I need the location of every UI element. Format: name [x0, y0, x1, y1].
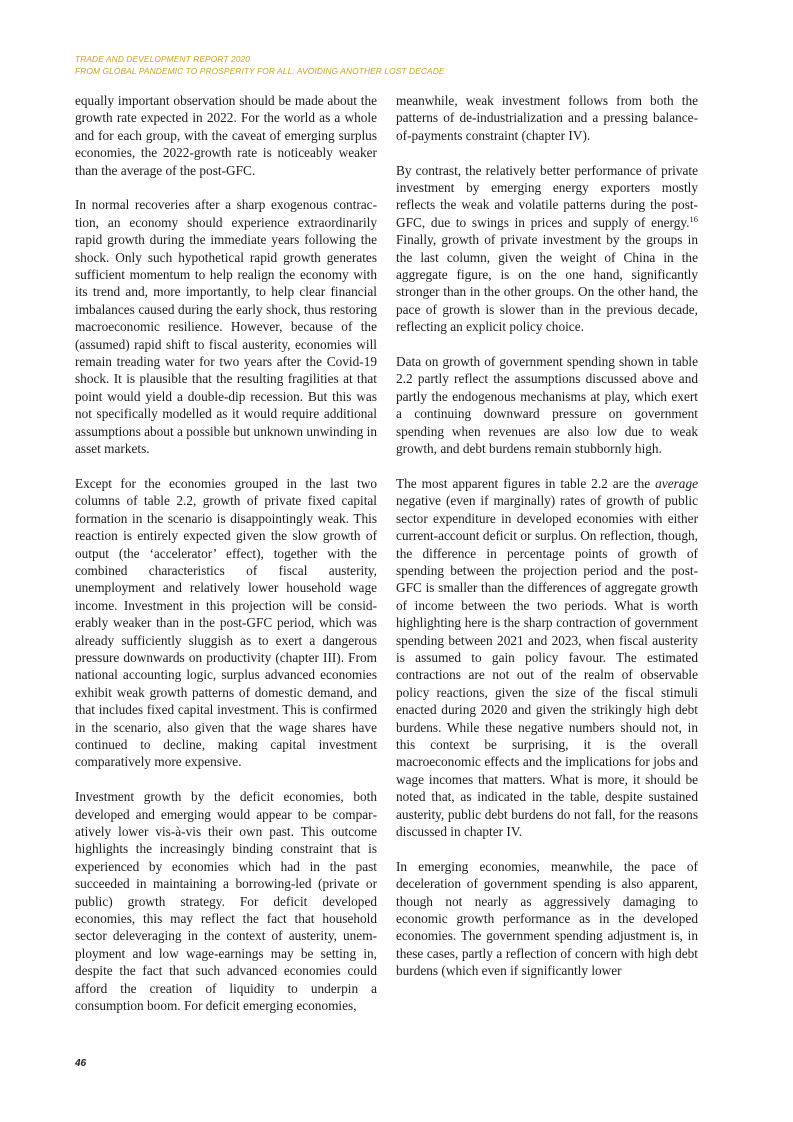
paragraph: equally important observation should be made about the growth rate expected in 2022. For the world as a whole and for each group, with the caveat of emerging surplus economies, the 2022-growth rate is noticeably weaker than the average of the post-GFC. [75, 93, 377, 178]
paragraph-text: negative (even if marginally) rates of growth of public sector expenditure in developed economies with either current-account deficit or surplus. On reflection, though, the difference in percentage points of growth of spending between the projection period and the post-GFC is smaller than the differences of aggregate growth of income between the two periods. What is worth highlighting here is the sharp contraction of government spending between 2021 and 2023, when fiscal austerity is assumed to gain policy favour. The estimated contractions are not out of the realm of observable policy reactions, given the size of the fiscal stimuli enacted during 2020 and given the strikingly high debt burdens. While these negative numbers should not, in this context be surprising, it is the overall macroeconomic effects and the implications for jobs and wage incomes that matters. What is more, it should be noted that, as indicated in the table, despite sustained austerity, public debt burdens do not fall, for the reasons discussed in chapter IV. [396, 493, 698, 840]
footnote-reference[interactable]: 16 [689, 213, 698, 224]
paragraph: Except for the economies grouped in the last two columns of table 2.2, growth of private fixed capital formation in the scenario is disappointingly weak. This reaction is entirely expected given the slow growth of output (the ‘accelerator’ effect), together with the combined characteristics of fiscal austerity, unemployment and relatively lower household wage income. Investment in this projection will be considerably weaker than in the post-GFC period, which was already sufficiently sluggish as to exert a dangerous pressure downwards on productivity (chapter III). From national accounting logic, surplus advanced economies exhibit weak growth patterns of domestic demand, and that includes fixed capital investment. This is confirmed in the scenario, also given that the wage shares have continued to decline, making capital investment comparatively more expensive. [75, 475, 377, 770]
paragraph [396, 475, 698, 841]
left-column [75, 92, 377, 1032]
paragraph: Data on growth of government spending shown in table 2.2 partly reflect the assumptions discussed above and partly the endogenous mechanisms at play, which exert a continuing downward pressure on government spending when revenues are also low due to weak growth, and debt burdens remain stubbornly high. [396, 354, 698, 457]
report-title: TRADE AND DEVELOPMENT REPORT 2020 [75, 54, 251, 64]
right-column [396, 92, 698, 997]
paragraph: In normal recoveries after a sharp exogenous contraction, an economy should experience extraordinarily rapid growth during the immediate years following the shock. Only such hypothetical rapid growth generates sufficient momentum to help realign the economy with its trend and, more importantly, to help clear financial imbalances caused during the early shock, thus restoring macroeconomic resilience. However, because of the (assumed) rapid shift to fiscal austerity, economies will remain treading water for two years after the Covid-19 shock. It is plausible that the resulting fragilities at that point would yield a double-dip recession. But this was not specifically modelled as it would require additional assumptions about a possible but unknown unwinding in asset markets. [75, 197, 377, 457]
emphasized-text: average [655, 475, 698, 491]
paragraph-text: By contrast, the relatively better performance of private investment by emerging energy exporters mostly reflects the weak and volatile patterns during the post-GFC, due to swings in prices and supply of energy. [396, 162, 698, 230]
running-header [75, 53, 715, 77]
paragraph: meanwhile, weak investment follows from both the patterns of de-industrialization and a pressing balance-of-payments constraint (chapter IV). [396, 93, 698, 143]
paragraph-text: The most apparent figures in table 2.2 are the [396, 475, 656, 491]
paragraph [396, 162, 698, 336]
paragraph: In emerging economies, meanwhile, the pace of deceleration of government spending is also apparent, though not nearly as aggressively damaging to economic growth performance as in the developed economies. The government spending adjustment is, in these cases, partly a reflection of concern with high debt burdens (which even if significantly lower [396, 858, 698, 979]
paragraph-text: Finally, growth of private investment by the groups in the last column, given the weight of China in the aggregate figure, is on the one hand, significantly stronger than in the other groups. On the other hand, the pace of growth is slower than in the previous decade, reflecting an explicit policy choice. [396, 232, 698, 335]
report-subtitle: FROM GLOBAL PANDEMIC TO PROSPERITY FOR ALL: AVOIDING ANOTHER LOST DECADE [75, 66, 445, 76]
page-number: 46 [75, 1058, 87, 1069]
paragraph: Investment growth by the deficit economies, both developed and emerging would appear to be comparatively lower vis-à-vis their own past. This outcome highlights the increasingly binding constraint that is experienced by economies which had in the past succeeded in maintaining a borrowing-led (private or public) growth strategy. For deficit developed economies, this may reflect the fact that household sector deleveraging in the context of austerity, unemployment and low wage-earnings may be setting in, despite the fact that such advanced economies could afford the creation of liquidity to underpin a consumption boom. For deficit emerging economies, [75, 789, 377, 1014]
